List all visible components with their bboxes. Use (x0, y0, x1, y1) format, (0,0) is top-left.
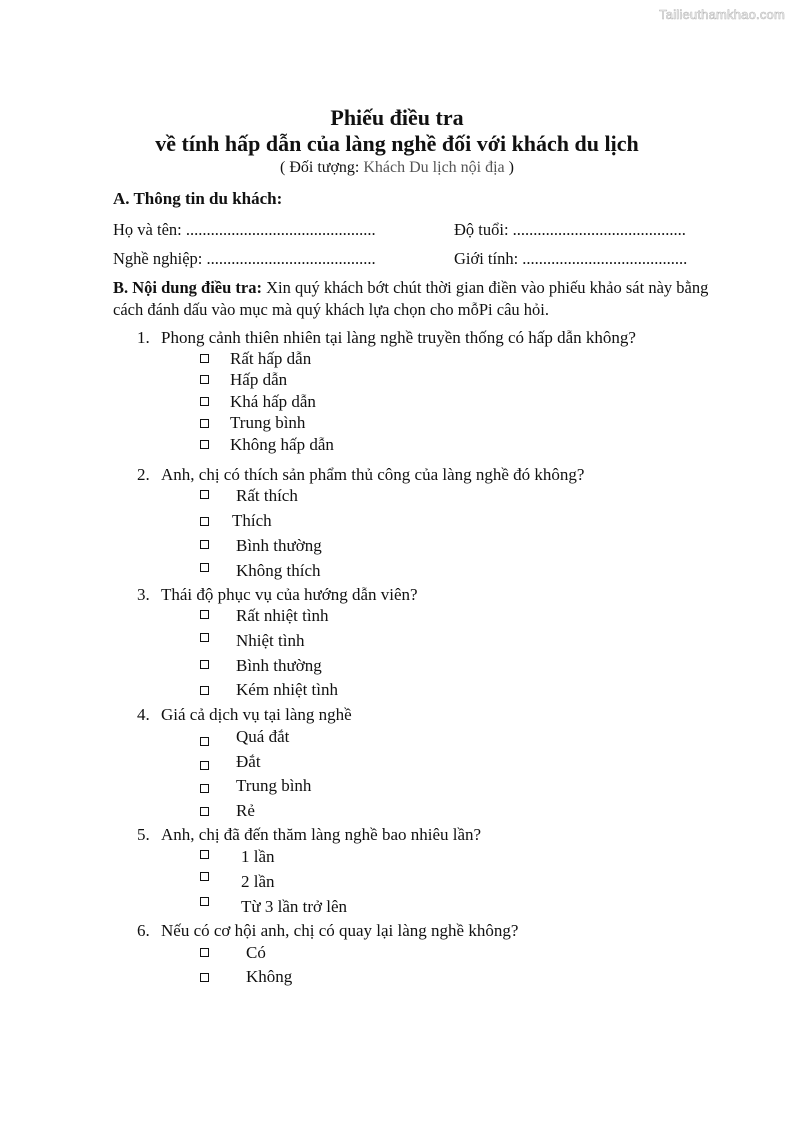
checkbox[interactable] (200, 872, 209, 881)
target-audience-value: Khách Du lịch nội địa (363, 159, 505, 176)
checkbox[interactable] (200, 807, 209, 816)
option-label: Kém nhiệt tình (236, 680, 338, 699)
occupation-field[interactable]: Nghề nghiệp: ......................................... (113, 249, 376, 268)
checkbox[interactable] (200, 610, 209, 619)
option-label: Không (246, 967, 293, 986)
question-text: Anh, chị đã đến thăm làng nghề bao nhiêu lần? (161, 825, 482, 844)
question-number: 4. (137, 705, 150, 724)
option-label: Từ 3 lần trở lên (241, 897, 348, 916)
question-number: 1. (137, 328, 150, 347)
question-text: Thái độ phục vụ của hướng dẫn viên? (161, 585, 418, 604)
option-label: Nhiệt tình (236, 631, 305, 650)
option-label: Rất thích (236, 486, 298, 505)
option-label: Trung bình (236, 776, 312, 795)
checkbox[interactable] (200, 850, 209, 859)
question-2 (137, 465, 584, 485)
question-number: 3. (137, 585, 150, 604)
document-subtitle-heading: về tính hấp dẫn của làng nghề đối với khách du lịch (155, 131, 639, 156)
option-label: Bình thường (236, 656, 322, 675)
option-label: 1 lần (241, 847, 275, 866)
target-audience (0, 159, 794, 177)
checkbox[interactable] (200, 517, 209, 526)
section-b (113, 277, 723, 321)
option-label: Rất nhiệt tình (236, 606, 329, 625)
age-field[interactable]: Độ tuổi: .......................................... (454, 220, 686, 239)
question-1 (137, 328, 636, 348)
option-label: Trung bình (230, 413, 306, 432)
question-3 (137, 585, 418, 605)
option-label: Có (246, 943, 266, 962)
checkbox[interactable] (200, 397, 209, 406)
checkbox[interactable] (200, 490, 209, 499)
option-label: Thích (232, 511, 272, 530)
question-number: 6. (137, 921, 150, 940)
option-label: Rất hấp dẫn (230, 349, 312, 368)
checkbox[interactable] (200, 375, 209, 384)
checkbox[interactable] (200, 540, 209, 549)
gender-field[interactable]: Giới tính: ........................................ (454, 249, 688, 268)
question-6 (137, 921, 518, 941)
question-text: Nếu có cơ hội anh, chị có quay lại làng nghề không? (161, 921, 519, 940)
name-field[interactable]: Họ và tên: .............................................. (113, 220, 376, 239)
checkbox[interactable] (200, 784, 209, 793)
option-label: Hấp dẫn (230, 370, 288, 389)
question-4 (137, 705, 352, 725)
section-b-intro: Xin quý khách bớt chút thời gian điền vào phiếu khảo sát này bằng cách đánh dấu vào mục mà quý khách lựa chọn cho mỗPi câu hỏi. (113, 278, 709, 319)
checkbox[interactable] (200, 973, 209, 982)
target-audience-close: ) (508, 159, 514, 176)
question-text: Giá cả dịch vụ tại làng nghề (161, 705, 352, 724)
option-label: Không thích (236, 561, 321, 580)
option-label: Quá đắt (236, 727, 290, 746)
checkbox[interactable] (200, 897, 209, 906)
checkbox[interactable] (200, 686, 209, 695)
document-title: Phiếu điều tra (330, 105, 464, 130)
checkbox[interactable] (200, 419, 209, 428)
target-audience-label: ( Đối tượng: (280, 159, 360, 176)
section-a-heading: A. Thông tin du khách: (113, 189, 283, 208)
checkbox[interactable] (200, 354, 209, 363)
question-number: 5. (137, 825, 150, 844)
question-number: 2. (137, 465, 150, 484)
checkbox[interactable] (200, 737, 209, 746)
checkbox[interactable] (200, 761, 209, 770)
checkbox[interactable] (200, 633, 209, 642)
section-b-heading: B. Nội dung điều tra: (113, 278, 262, 297)
question-5 (137, 825, 481, 845)
question-text: Anh, chị có thích sản phẩm thủ công của làng nghề đó không? (161, 465, 585, 484)
option-label: Đắt (236, 752, 261, 771)
question-text: Phong cảnh thiên nhiên tại làng nghề truyền thống có hấp dẫn không? (161, 328, 636, 347)
option-label: Khá hấp dẫn (230, 392, 316, 411)
checkbox[interactable] (200, 948, 209, 957)
option-label: Không hấp dẫn (230, 435, 334, 454)
checkbox[interactable] (200, 440, 209, 449)
checkbox[interactable] (200, 660, 209, 669)
watermark: Tailieuthamkhao.com (659, 7, 785, 22)
option-label: 2 lần (241, 872, 275, 891)
option-label: Rẻ (236, 801, 255, 820)
checkbox[interactable] (200, 563, 209, 572)
option-label: Bình thường (236, 536, 322, 555)
